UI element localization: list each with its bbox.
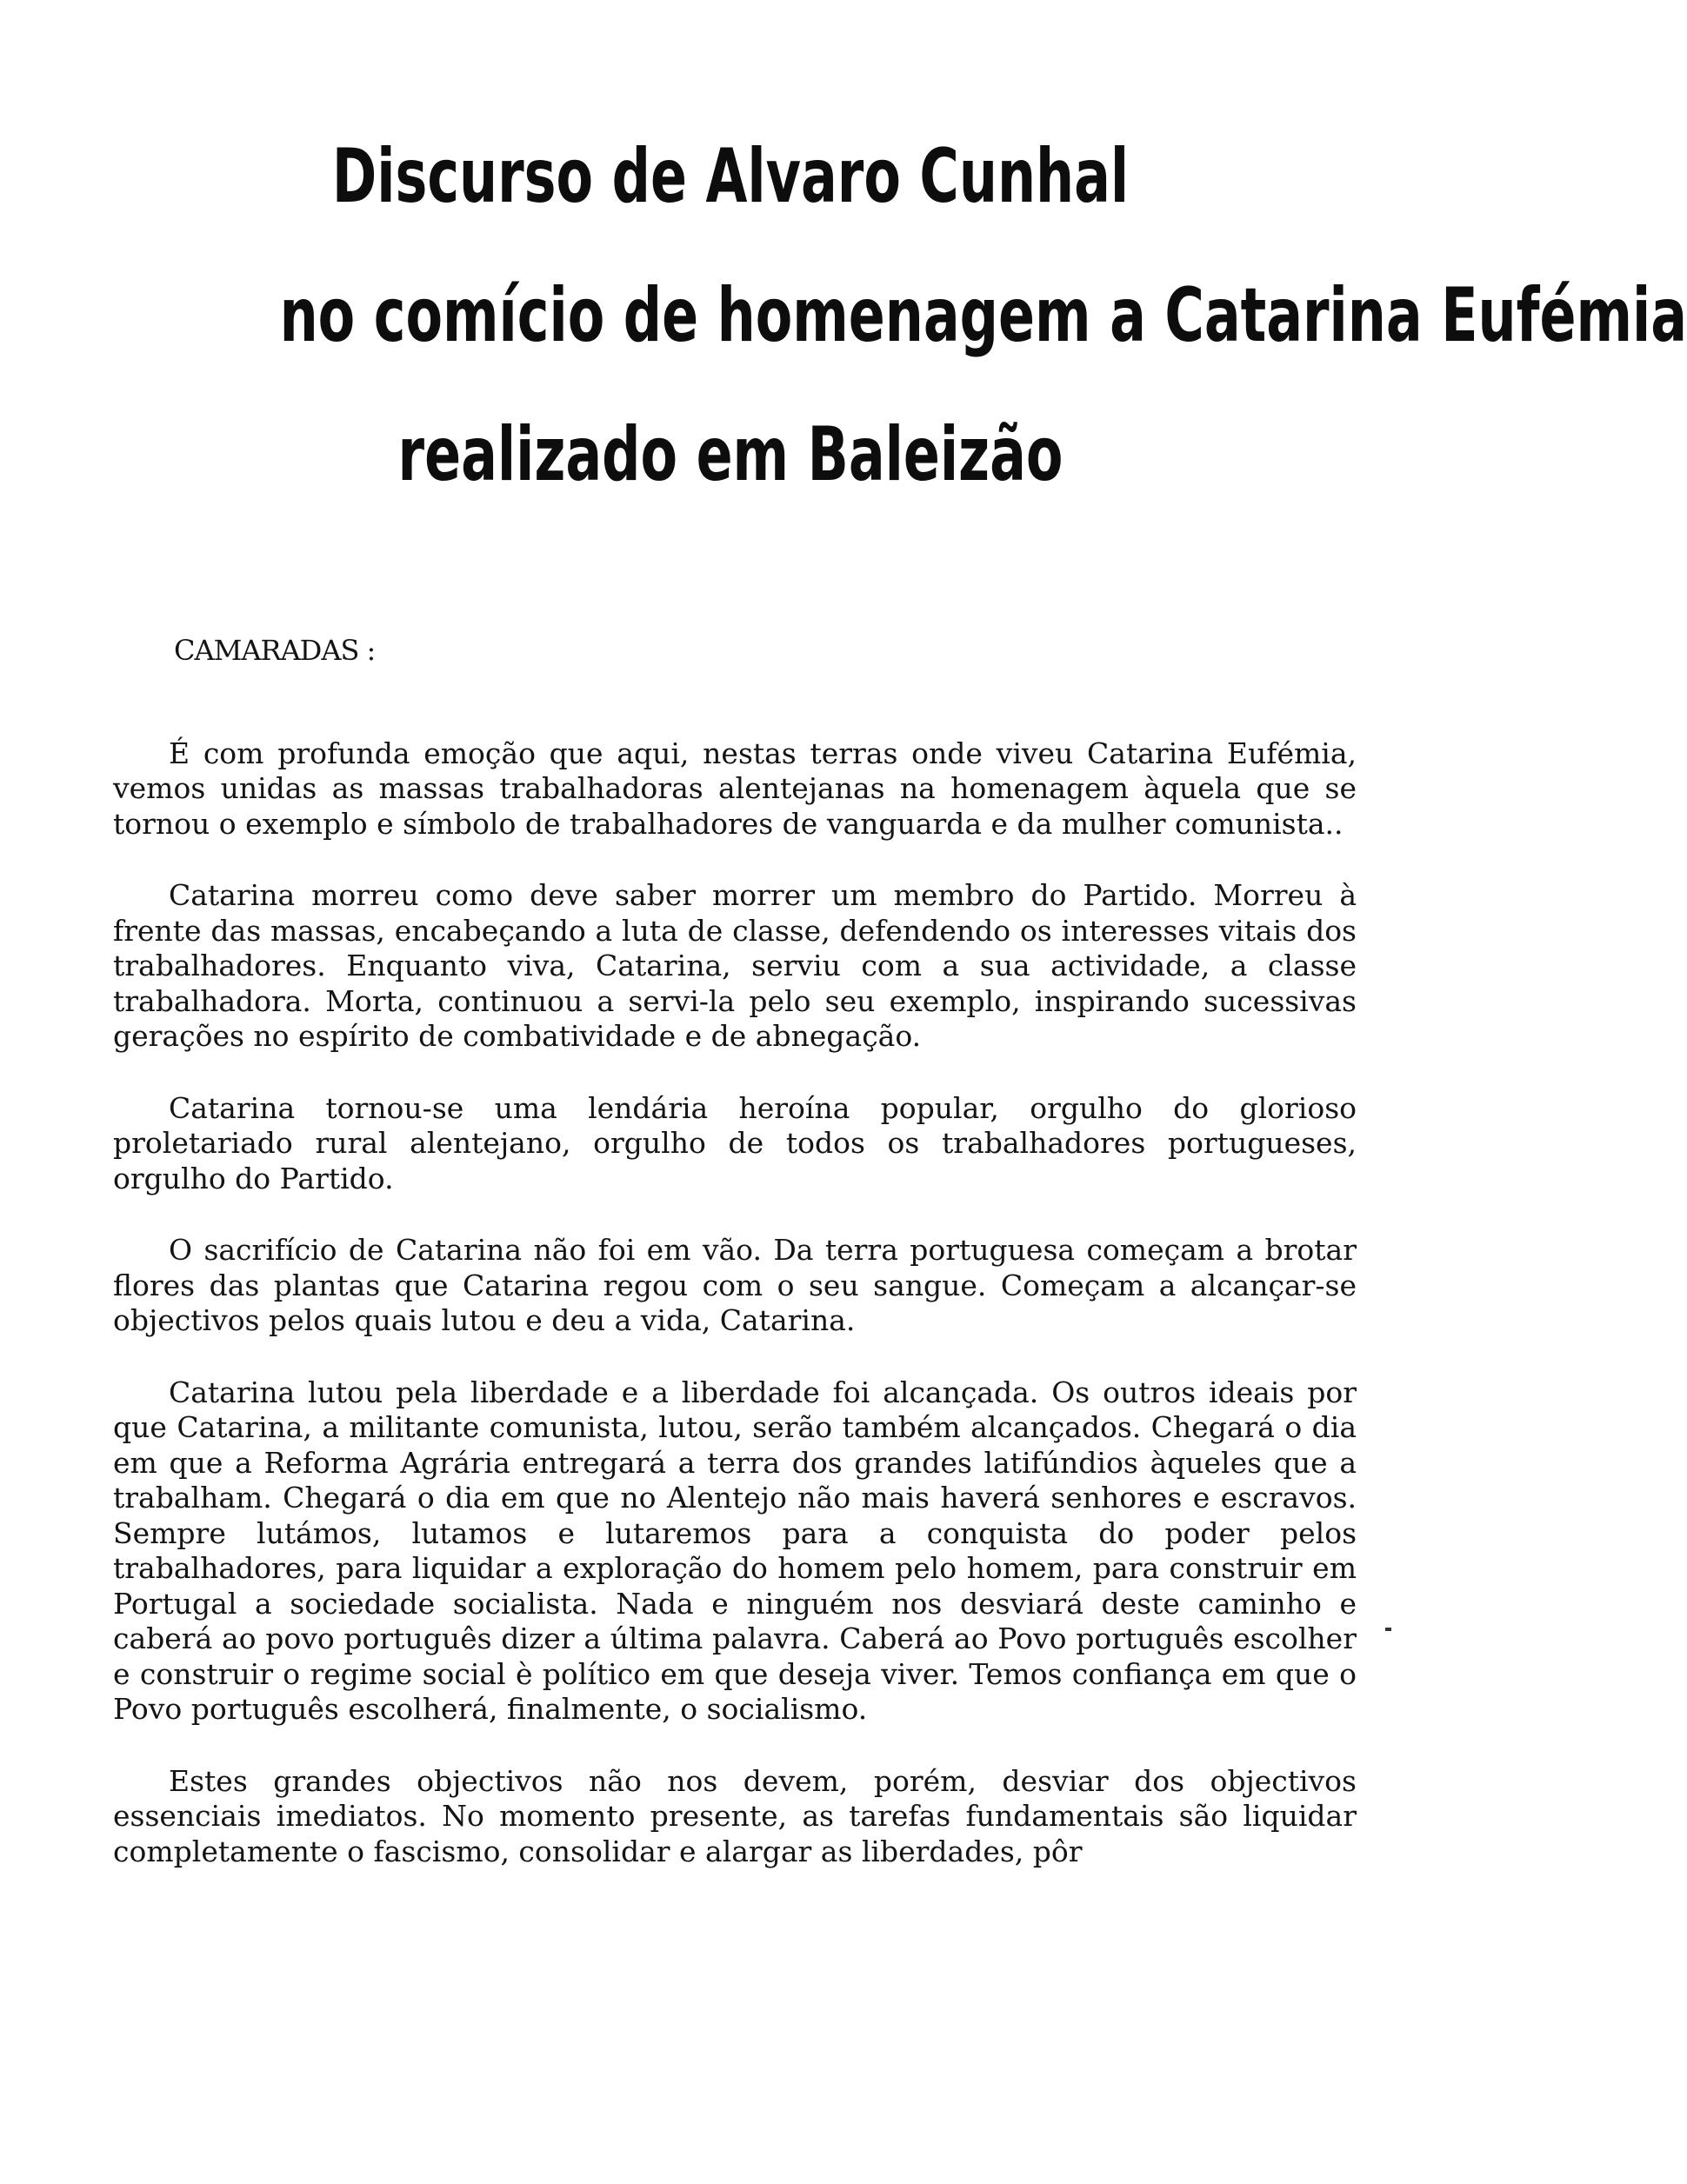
paragraph-4: O sacrifício de Catarina não foi em vão. Da terra portuguesa começam a brotar flores das plantas que Catarina regou com o seu sangue. Começam a alcançar-se objectivos pelos quais lutou e deu a vida, Catarina.: [113, 1233, 1357, 1337]
title-line-2: no comício de homenagem a Catarina Eufémia: [279, 272, 1687, 359]
margin-mark: [1385, 1628, 1391, 1631]
paragraph-5: Catarina lutou pela liberdade e a liberdade foi alcançada. Os outros ideais por que Catarina, a militante comunista, lutou, serão também alcançados. Chegará o dia em que a Reforma Agrária entregará a terra dos grandes latifúndios àqueles que a trabalham. Chegará o dia em que no Alentejo não mais haverá senhores e escravos. Sempre lutámos, lutamos e lutaremos para a conquista do poder pelos trabalhadores, para liquidar a exploração do homem pelo homem, para construir em Portugal a sociedade socialista. Nada e ninguém nos desviará deste caminho e caberá ao povo português dizer a última palavra. Caberá ao Povo português escolher e construir o regime social è político em que deseja viver. Temos confiança em que o Povo português escolherá, finalmente, o socialismo.: [113, 1375, 1357, 1726]
paragraph-6: Estes grandes objectivos não nos devem, porém, desviar dos objectivos essenciais imediatos. No momento presente, as tarefas fundamentais são liquidar completamente o fascismo, consolidar e alargar as liberdades, pôr: [113, 1763, 1357, 1868]
paragraph-3: Catarina tornou-se uma lendária heroína popular, orgulho do glorioso proletariado rural alentejano, orgulho de todos os trabalhadores portugueses, orgulho do Partido.: [113, 1090, 1357, 1195]
paragraph-2: Catarina morreu como deve saber morrer um membro do Partido. Morreu à frente das massas, encabeçando a luta de classe, defendendo os interesses vitais dos trabalhadores. Enquanto viva, Catarina, serviu com a sua actividade, a classe trabalhadora. Morta, continuou a servi-la pelo seu exemplo, inspirando sucessivas gerações no espírito de combatividade e de abnegação.: [113, 878, 1357, 1053]
paragraph-1: É com profunda emoção que aqui, nestas terras onde viveu Catarina Eufémia, vemos unidas as massas trabalhadoras alentejanas na homenagem àquela que se tornou o exemplo e símbolo de trabalhadores de vanguarda e da mulher comunista..: [113, 736, 1357, 841]
salutation: CAMARADAS :: [174, 634, 376, 667]
document-title: [104, 133, 1687, 498]
title-line-1: Discurso de Alvaro Cunhal: [331, 133, 1130, 220]
document-body: [113, 633, 1357, 1869]
title-line-3: realizado em Baleizão: [397, 411, 1064, 498]
